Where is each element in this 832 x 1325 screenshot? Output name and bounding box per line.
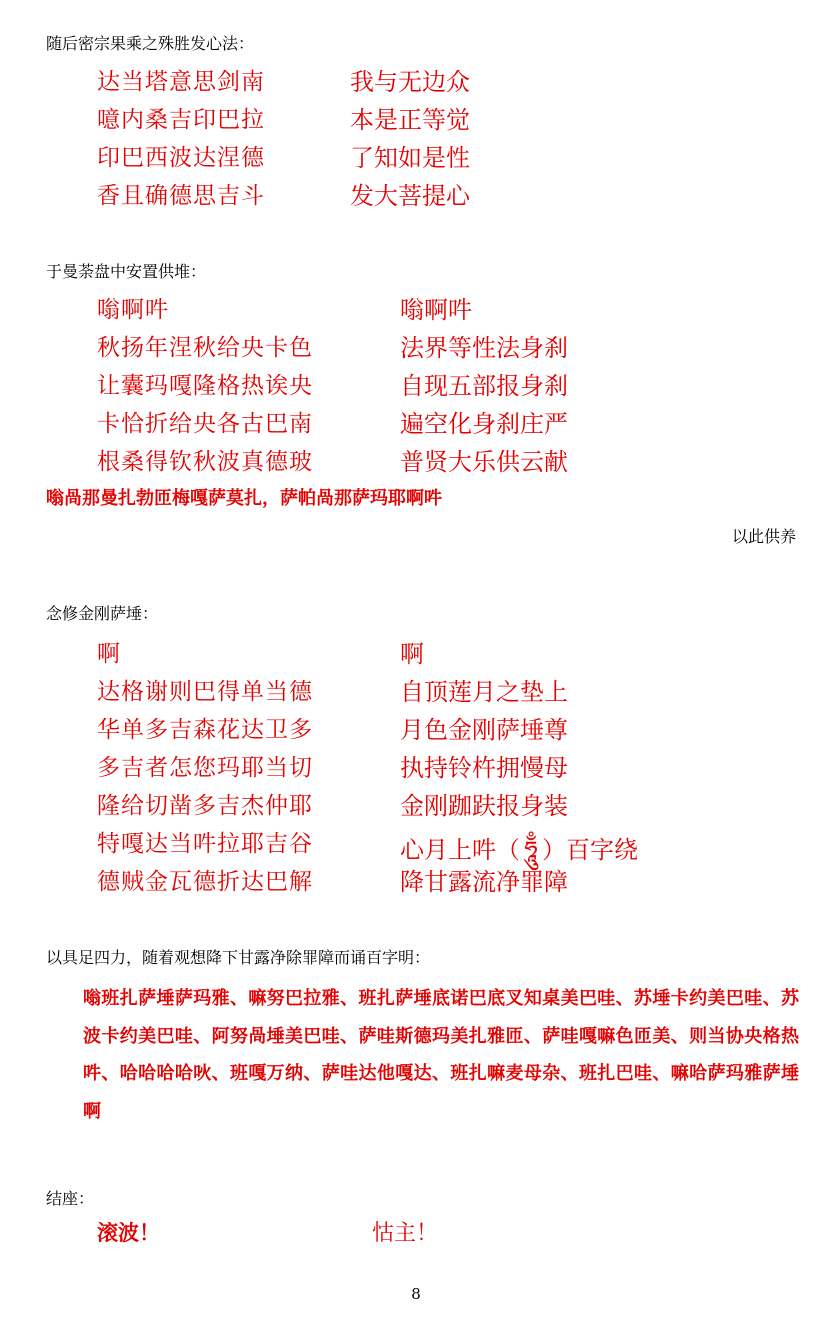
- verse-line-chinese: 本是正等觉: [350, 106, 470, 134]
- offering-closing-text: 以此供养: [731, 527, 796, 546]
- verse-line-tibetan: 秋扬年涅秋给央卡色: [97, 335, 313, 361]
- verse-line-tibetan: 嗡啊吽: [97, 297, 169, 323]
- verse-line-chinese: 法界等性法身刹: [400, 334, 568, 362]
- mandala-mantra: 嗡咼那曼扎勃匝梅嘎萨莫扎，萨帕咼那萨玛耶啊吽: [46, 488, 442, 509]
- verse-line-chinese: 遍空化身刹庄严: [400, 410, 568, 438]
- verse-line-tibetan: 特嘎达当吽拉耶吉谷: [97, 831, 313, 857]
- verse-line-chinese: 发大菩提心: [350, 182, 470, 210]
- verse-line-chinese: 嗡啊吽: [400, 296, 472, 324]
- verse-line-chinese: 啊: [400, 640, 424, 668]
- section-heading-mandala: 于曼荼盘中安置供堆：: [46, 262, 207, 281]
- verse-text-part: 心月上吽（: [400, 836, 520, 864]
- verse-line-chinese: 月色金刚萨埵尊: [400, 716, 568, 744]
- verse-line-tibetan: 达当塔意思剑南: [97, 69, 265, 95]
- section-heading-bodhicitta: 随后密宗果乘之殊胜发心法：: [46, 34, 255, 53]
- verse-line-chinese: 降甘露流净罪障: [400, 868, 568, 896]
- verse-line-tibetan: 华单多吉森花达卫多: [97, 717, 313, 743]
- verse-line-tibetan: 印巴西波达涅德: [97, 145, 265, 171]
- conclusion-right: 怙主！: [372, 1221, 439, 1246]
- verse-line-tibetan: 德贼金瓦德折达巴解: [97, 869, 313, 895]
- verse-line-chinese: 了知如是性: [350, 144, 470, 172]
- verse-line-tibetan: 隆给切凿多吉杰仲耶: [97, 793, 313, 819]
- verse-line-tibetan: 多吉者怎您玛耶当切: [97, 755, 313, 781]
- section-heading-conclusion: 结座：: [46, 1189, 95, 1208]
- verse-line-chinese: 我与无边众: [350, 68, 470, 96]
- verse-line-tibetan: 卡恰折给央各古巴南: [97, 411, 313, 437]
- verse-line-chinese: 金刚跏趺报身装: [400, 792, 568, 820]
- verse-line-chinese: 自现五部报身刹: [400, 372, 568, 400]
- hundred-syllable-mantra: 嗡班扎萨埵萨玛雅、嘛努巴拉雅、班扎萨埵底诺巴底叉知桌美巴哇、苏埵卡约美巴哇、苏波卡约美巴哇、阿努咼埵美巴哇、萨哇斯德玛美扎雅匝、萨哇嘎嘛色匝美、则当协央格热吽、哈哈哈哈吙、班嘎万纳、萨哇达他嘎达、班扎嘛麦母杂、班扎巴哇、嘛哈萨玛雅萨埵啊: [83, 988, 799, 1122]
- verse-line-tibetan: 达格谢则巴得单当德: [97, 679, 313, 705]
- verse-line-tibetan: 啊: [97, 641, 121, 667]
- hung-syllable-glyph: ཧཱུྃ: [524, 836, 538, 864]
- verse-text-part: ）百字绕: [542, 836, 638, 864]
- verse-line-tibetan: 噫内桑吉印巴拉: [97, 107, 265, 133]
- page-number: 8: [411, 1285, 421, 1303]
- verse-line-chinese: 自顶莲月之垫上: [400, 678, 568, 706]
- verse-line-tibetan: 香且确德思吉斗: [97, 183, 265, 209]
- verse-line-tibetan: 让囊玛嘎隆格热诶央: [97, 373, 313, 399]
- section-heading-hundred-syllable: 以具足四力，随着观想降下甘露净除罪障而诵百字明：: [46, 948, 431, 967]
- verse-line-chinese: 执持铃杵拥慢母: [400, 754, 568, 782]
- section-heading-vajrasattva: 念修金刚萨埵：: [46, 604, 159, 623]
- verse-line-chinese: 普贤大乐供云献: [400, 448, 568, 476]
- verse-line-tibetan: 根桑得钦秋波真德玻: [97, 449, 313, 475]
- conclusion-left: 滚波！: [97, 1220, 160, 1245]
